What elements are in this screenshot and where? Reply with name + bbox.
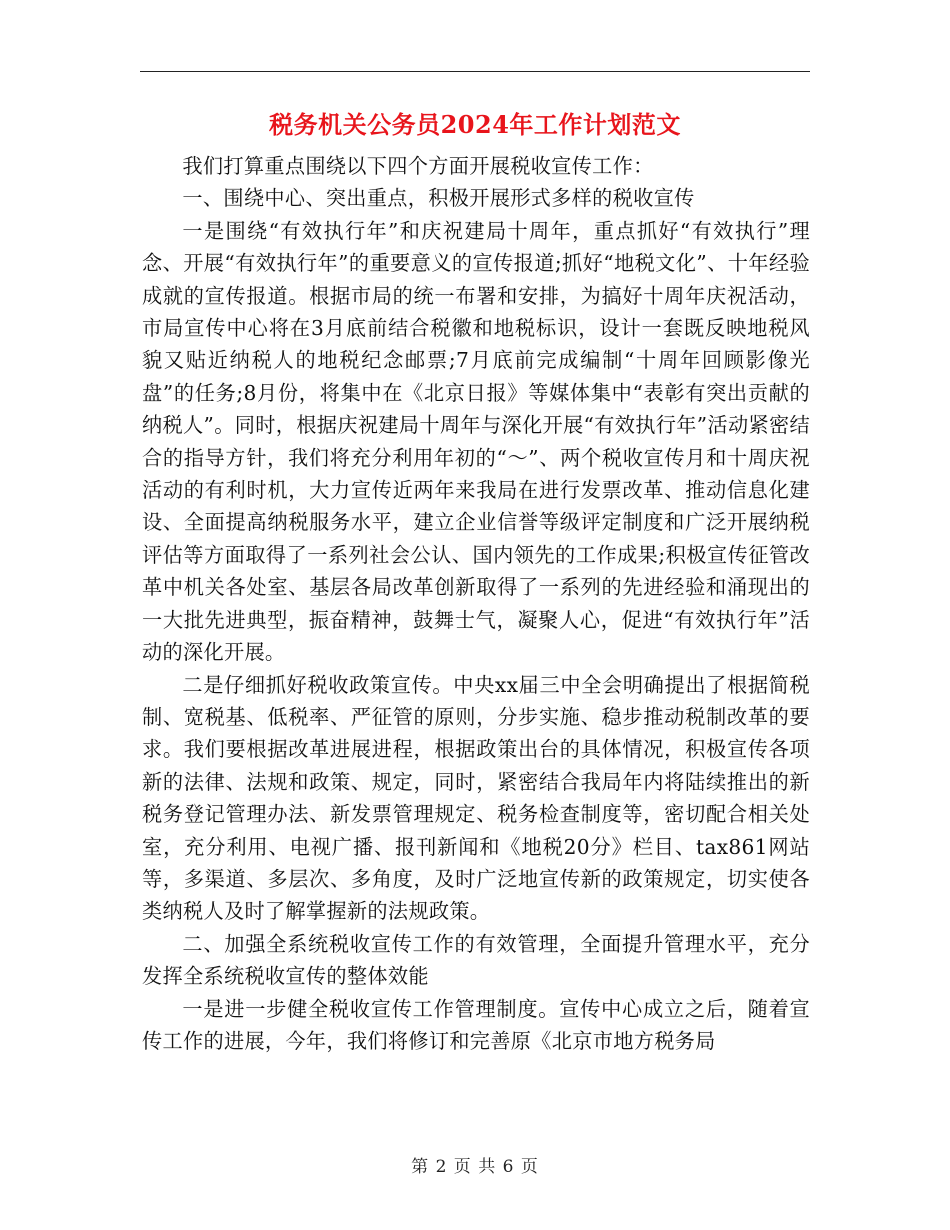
paragraph-1: 一是围绕“有效执行年”和庆祝建局十周年，重点抓好“有效执行”理念、开展“有效执行年”的重要意义的宣传报道;抓好“地税文化”、十年经验成就的宣传报道。根据市局的统一布署和安排，为搞好十周年庆祝活动，市局宣传中心将在3月底前结合税徽和地税标识，设计一套既反映地税风貌又贴近纳税人的地税纪念邮票;7月底前完成编制“十周年回顾影像光盘”的任务;8月份，将集中在《北京日报》等媒体集中“表彰有突出贡献的纳税人”。同时，根据庆祝建局十周年与深化开展“有效执行年”活动紧密结合的指导方针，我们将充分利用年初的“～”、两个税收宣传月和十周庆祝活动的有利时机，大力宣传近两年来我局在进行发票改革、推动信息化建设、全面提高纳税服务水平，建立企业信誉等级评定制度和广泛开展纳税评估等方面取得了一系列社会公认、国内领先的工作成果;积极宣传征管改革中机关各处室、基层各局改革创新取得了一系列的先进经验和涌现出的一大批先进典型，振奋精神，鼓舞士气，凝聚人心，促进“有效执行年”活动的深化开展。 [142, 218, 810, 665]
paragraph-intro: 我们打算重点围绕以下四个方面开展税收宣传工作： [182, 154, 654, 178]
document-title: 税务机关公务员2024年工作计划范文 [269, 110, 681, 139]
header-rule [140, 71, 810, 72]
section-heading-2: 二、加强全系统税收宣传工作的有效管理，全面提升管理水平，充分发挥全系统税收宣传的整体效能 [142, 931, 810, 989]
paragraph-3: 一是进一步健全税收宣传工作管理制度。宣传中心成立之后，随着宣传工作的进展，今年，我们将修订和完善原《北京市地方税务局 [142, 996, 810, 1053]
document-body [142, 150, 810, 1057]
section-heading-1: 一、围绕中心、突出重点，积极开展形式多样的税收宣传 [182, 186, 695, 211]
paragraph-2: 二是仔细抓好税收政策宣传。中央xx届三中全会明确提出了根据简税制、宽税基、低税率、严征管的原则，分步实施、稳步推动税制改革的要求。我们要根据改革进展进程，根据政策出台的具体情况，积极宣传各项新的法律、法规和政策、规定，同时，紧密结合我局年内将陆续推出的新税务登记管理办法、新发票管理规定、税务检查制度等，密切配合相关处室，充分利用、电视广播、报刊新闻和《地税20分》栏目、tax861网站等，多渠道、多层次、多角度，及时广泛地宣传新的政策规定，切实使各类纳税人及时了解掌握新的法规政策。 [142, 672, 810, 924]
page-number: 第 2 页 共 6 页 [411, 1157, 539, 1177]
